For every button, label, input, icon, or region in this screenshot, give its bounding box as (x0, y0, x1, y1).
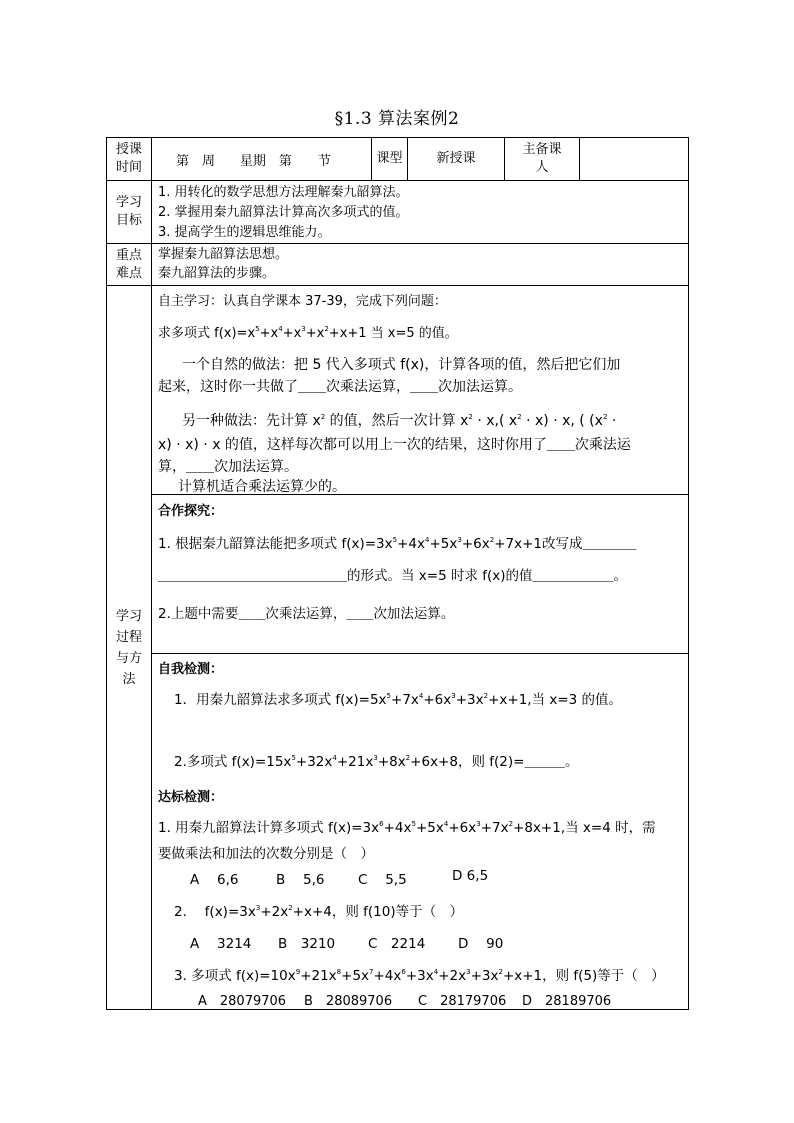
type-label: 课型 (372, 138, 408, 181)
self-check-heading: 自我检测： (158, 662, 224, 677)
divider (152, 494, 688, 495)
option-b: B 5,6 (276, 872, 325, 888)
target-check-question: 1. 用秦九韶算法计算多项式 $f(x)=3x^6+4x^5+5x^4+6x^3+7x^2+8x+1$,当 x=4 时，需 (158, 820, 656, 836)
process-content (152, 286, 689, 1010)
objectives-row (107, 181, 689, 244)
self-study-line: 算，＿＿次加法运算。 (158, 459, 298, 475)
key-points-label: 重点难点 (107, 244, 152, 286)
self-check-question: 2.多项式 $f(x)=15x^5+32x^4+21x^3+8x^2+6x+8$，则 f(2)=＿＿＿。 (174, 754, 579, 770)
target-check-question: 2. $f(x)=3x^3+2x^2+x+4$，则 f(10)等于（ ） (174, 904, 464, 920)
objective-item: 3. 提高学生的逻辑思维能力。 (158, 225, 331, 240)
option-a: A 3214 (190, 936, 252, 952)
self-study-heading: 自主学习：认真自学课本 37-39，完成下列问题： (158, 294, 447, 309)
self-check-question: 1．用秦九韶算法求多项式 $f(x)=5x^5+7x^4+6x^3+3x^2+x+1$,当 x=3 的值。 (174, 692, 623, 708)
process-label: 学习过程与方法 (107, 286, 152, 1010)
process-row (107, 286, 689, 1010)
option-a: A 28079706 (198, 994, 287, 1009)
option-b: B 3210 (278, 936, 336, 952)
weekday-field: 星期 第 节 (239, 153, 331, 169)
option-c: C 2214 (368, 936, 426, 952)
divider (152, 653, 688, 654)
cooperation-question: 2.上题中需要＿＿次乘法运算，＿＿次加法运算。 (158, 606, 455, 622)
self-study-line: x) · x) · x 的值，这样每次都可以用上一次的结果，这时你用了＿＿次乘法运 (158, 437, 631, 453)
objectives-list (152, 181, 689, 244)
key-points-row (107, 244, 689, 286)
self-study-line: 起来，这时你一共做了＿＿次乘法运算，＿＿次加法运算。 (158, 379, 522, 395)
self-study-line: 另一种做法：先计算 $x^2$ 的值，然后一次计算 $x^2 \cdot x$,( $x^2 \cdot x) \cdot x$, ( ($x^2$ · (182, 413, 617, 429)
option-a: A 6,6 (190, 872, 239, 888)
type-value: 新授课 (408, 138, 505, 181)
teacher-value (580, 138, 689, 181)
cooperation-question-line: ＿＿＿＿＿＿＿＿＿＿＿＿＿＿的形式。当 x=5 时求 f(x)的值＿＿＿＿＿＿。 (158, 568, 628, 584)
target-check-question: 3. 多项式 $f(x)=10x^9+21x^8+5x^7+4x^6+3x^4+2x^3+3x^2+x+1$，则 f(5)等于（ ） (174, 968, 665, 984)
self-study-line: 一个自然的做法：把 5 代入多项式 f(x)，计算各项的值，然后把它们加 (182, 357, 621, 373)
option-d: D 6,5 (452, 868, 489, 884)
self-study-question: 求多项式 $f(x)=x^5+x^4+x^3+x^2+x+1$ 当 x=5 的值。 (158, 325, 458, 341)
key-points-list (152, 244, 689, 286)
option-c: C 5,5 (358, 872, 407, 888)
objective-item: 1. 用转化的数学思想方法理解秦九韶算法。 (158, 185, 409, 200)
self-study-line: 计算机适合乘法运算少的。 (178, 479, 346, 495)
option-d: D 90 (458, 936, 504, 952)
cooperation-heading: 合作探究： (158, 504, 224, 519)
objective-item: 2. 掌握用秦九韶算法计算高次多项式的值。 (158, 205, 409, 220)
target-check-question-line: 要做乘法和加法的次数分别是（ ） (158, 846, 374, 862)
page-title: §1.3 算法案例2 (334, 109, 460, 129)
week-field: 第 周 (176, 153, 216, 169)
time-label: 授课时间 (107, 138, 152, 181)
key-point-item: 秦九韶算法的步骤。 (158, 266, 276, 281)
lesson-table (106, 137, 689, 1010)
header-row (107, 138, 689, 181)
key-point-item: 掌握秦九韶算法思想。 (158, 247, 289, 262)
target-check-heading: 达标检测： (158, 790, 224, 805)
option-d: D 28189706 (522, 994, 612, 1009)
cooperation-question: 1. 根据秦九韶算法能把多项式 $f(x)=3x^5+4x^4+5x^3+6x^2+7x+1$改写成＿＿＿＿ (158, 536, 637, 552)
objectives-label: 学习目标 (107, 181, 152, 244)
schedule-cell (152, 138, 372, 181)
option-c: C 28179706 (418, 994, 507, 1009)
option-b: B 28089706 (304, 994, 393, 1009)
teacher-label: 主备课人 (505, 138, 580, 181)
